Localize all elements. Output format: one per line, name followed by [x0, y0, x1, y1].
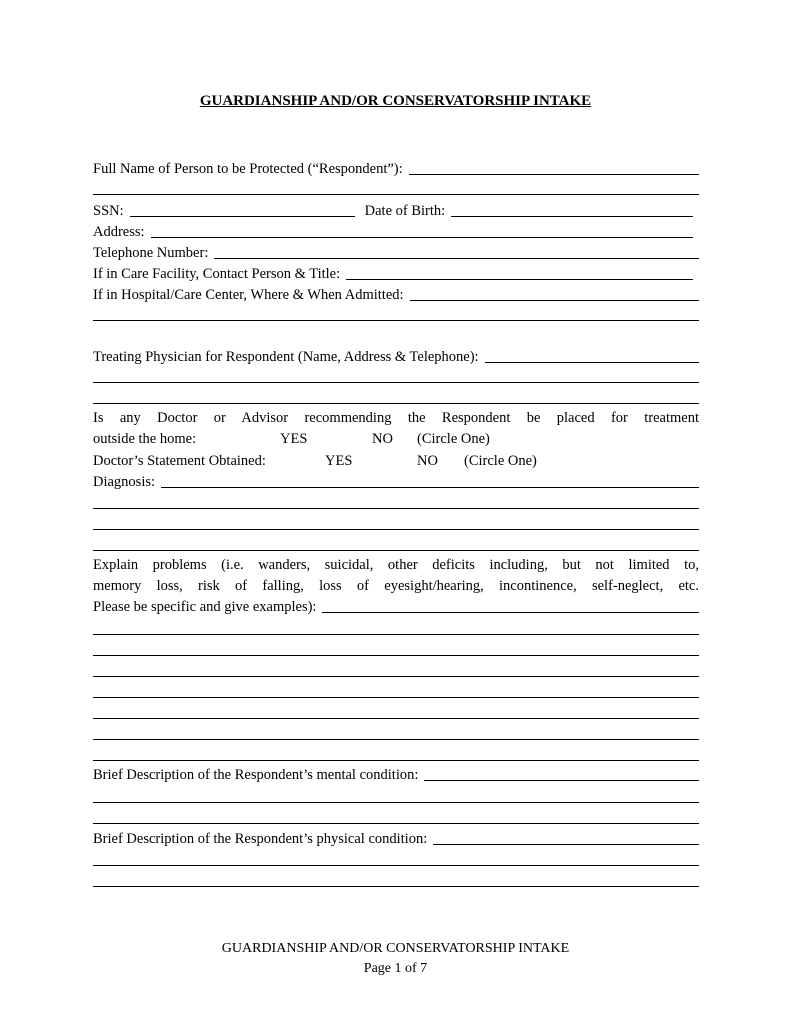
outside-home-no-option[interactable]: NO	[372, 431, 393, 447]
full-name-field-line-2[interactable]	[93, 194, 699, 195]
diagnosis-field-line-4[interactable]	[93, 550, 699, 551]
doctor-question-line-1: Is any Doctor or Advisor recommending the Respondent be placed for treatment	[93, 410, 699, 426]
problems-line-2: memory loss, risk of falling, loss of eyesight/hearing, incontinence, self-neglect, etc.	[93, 578, 699, 594]
date-of-birth-field[interactable]	[451, 201, 693, 217]
problems-field-line-6[interactable]	[93, 718, 699, 719]
statement-no-option[interactable]: NO	[417, 453, 438, 469]
statement-circle-note: (Circle One)	[464, 453, 537, 469]
full-name-field[interactable]	[409, 159, 699, 175]
diagnosis-field[interactable]	[161, 472, 699, 488]
physician-field[interactable]	[485, 347, 699, 363]
full-name-row	[93, 158, 699, 178]
ssn-label: SSN:	[93, 203, 124, 219]
telephone-row	[93, 242, 699, 262]
outside-home-yes-option[interactable]: YES	[280, 431, 308, 447]
physician-label: Treating Physician for Respondent (Name, Address & Telephone):	[93, 349, 479, 365]
hospital-label: If in Hospital/Care Center, Where & When Admitted:	[93, 287, 404, 303]
physical-condition-field[interactable]	[433, 829, 699, 845]
date-of-birth-label: Date of Birth:	[364, 203, 446, 219]
hospital-field-line-2[interactable]	[93, 320, 699, 321]
outside-home-label: outside the home:	[93, 431, 197, 447]
physician-field-line-2[interactable]	[93, 382, 699, 383]
mental-condition-row	[93, 764, 699, 784]
problems-row	[93, 596, 699, 616]
outside-home-circle-note: (Circle One)	[417, 431, 490, 447]
problems-label: Please be specific and give examples):	[93, 599, 317, 615]
care-facility-row	[93, 263, 699, 283]
form-title: GUARDIANSHIP AND/OR CONSERVATORSHIP INTAKE	[199, 93, 592, 109]
problems-field-line-8[interactable]	[93, 760, 699, 761]
problems-line-1: Explain problems (i.e. wanders, suicidal, other deficits including, but not limited to,	[93, 557, 699, 573]
mental-condition-field[interactable]	[424, 765, 699, 781]
care-facility-label: If in Care Facility, Contact Person & Title:	[93, 266, 341, 282]
hospital-row	[93, 284, 699, 304]
problems-field-line-4[interactable]	[93, 676, 699, 677]
address-field[interactable]	[151, 222, 693, 238]
telephone-field[interactable]	[214, 243, 699, 259]
footer-page-number: Page 1 of 7	[363, 961, 428, 976]
address-row	[93, 221, 699, 241]
care-facility-field[interactable]	[346, 264, 693, 280]
problems-field[interactable]	[322, 597, 699, 613]
mental-condition-field-line-3[interactable]	[93, 823, 699, 824]
physical-condition-field-line-3[interactable]	[93, 886, 699, 887]
physical-condition-field-line-2[interactable]	[93, 865, 699, 866]
physician-row	[93, 346, 699, 366]
diagnosis-field-line-2[interactable]	[93, 508, 699, 509]
problems-field-line-3[interactable]	[93, 655, 699, 656]
address-label: Address:	[93, 224, 145, 240]
doctor-statement-label: Doctor’s Statement Obtained:	[93, 453, 266, 469]
telephone-label: Telephone Number:	[93, 245, 209, 261]
ssn-dob-row	[93, 200, 699, 220]
hospital-field[interactable]	[410, 285, 699, 301]
problems-field-line-5[interactable]	[93, 697, 699, 698]
ssn-field[interactable]	[130, 201, 355, 217]
problems-field-line-7[interactable]	[93, 739, 699, 740]
diagnosis-row	[93, 471, 699, 491]
diagnosis-label: Diagnosis:	[93, 474, 156, 490]
problems-field-line-2[interactable]	[93, 634, 699, 635]
full-name-label: Full Name of Person to be Protected (“Respondent”):	[93, 161, 403, 177]
mental-condition-label: Brief Description of the Respondent’s mental condition:	[93, 767, 419, 783]
physician-field-line-3[interactable]	[93, 403, 699, 404]
diagnosis-field-line-3[interactable]	[93, 529, 699, 530]
statement-yes-option[interactable]: YES	[325, 453, 353, 469]
physical-condition-label: Brief Description of the Respondent’s physical condition:	[93, 831, 428, 847]
footer-title: GUARDIANSHIP AND/OR CONSERVATORSHIP INTAKE	[221, 941, 570, 956]
physical-condition-row	[93, 828, 699, 848]
mental-condition-field-line-2[interactable]	[93, 802, 699, 803]
